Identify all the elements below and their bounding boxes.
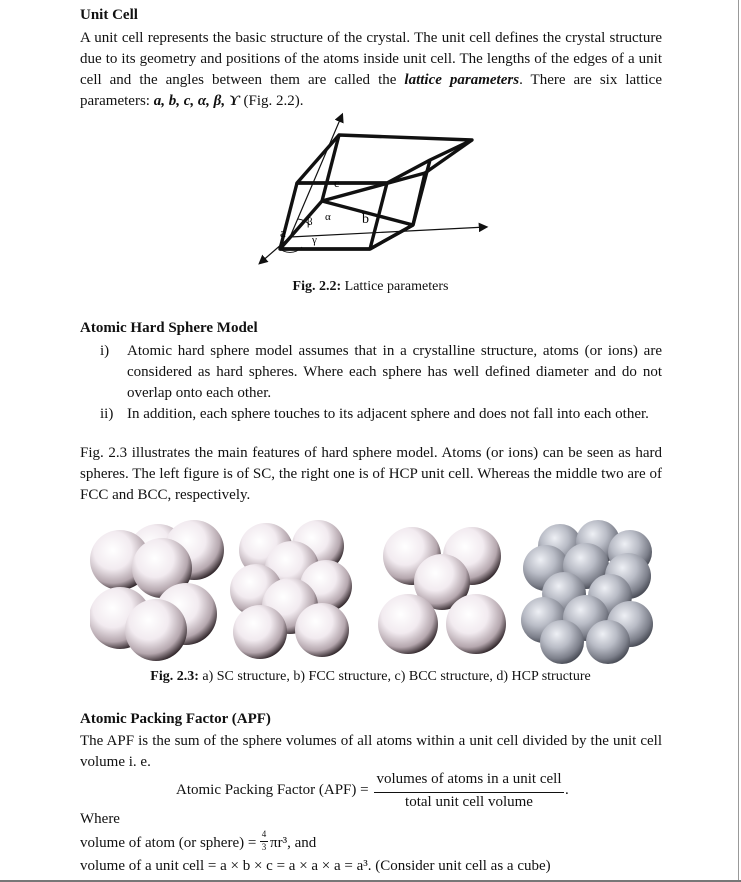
fcc-structure bbox=[230, 520, 352, 659]
item-line: overlap onto each other. bbox=[127, 385, 272, 401]
fraction-bar bbox=[374, 792, 564, 793]
sphere bbox=[378, 594, 438, 654]
apf-numerator: volumes of atoms in a unit cell bbox=[376, 771, 562, 787]
section-heading-hard-sphere: Atomic Hard Sphere Model bbox=[80, 320, 258, 336]
lattice-parameter-list: a, b, c, α, β, ϒ bbox=[153, 93, 240, 109]
small-fraction-denominator: 3 bbox=[261, 842, 267, 852]
label-b: b bbox=[362, 212, 369, 227]
crystal-structures-figure bbox=[90, 520, 662, 666]
fig-ref: (Fig. 2.2). bbox=[243, 93, 304, 109]
apf-equation-lhs: Atomic Packing Factor (APF) = bbox=[176, 782, 369, 798]
label-c: c bbox=[334, 176, 340, 190]
section-heading-unit-cell: Unit Cell bbox=[80, 7, 138, 23]
item-number: i) bbox=[100, 343, 110, 359]
apf-denominator: total unit cell volume bbox=[405, 794, 533, 810]
label-alpha: α bbox=[325, 211, 331, 223]
hard-sphere-item-2 bbox=[100, 404, 662, 425]
section-heading-apf: Atomic Packing Factor (APF) bbox=[80, 711, 271, 727]
hcp-structure bbox=[521, 520, 653, 664]
where-label: Where bbox=[80, 811, 120, 827]
apf-equation-end: . bbox=[565, 782, 569, 798]
fig22-caption-label: Fig. 2.2: bbox=[292, 279, 342, 294]
hard-sphere-item-1 bbox=[100, 341, 662, 404]
item-line: Atomic hard sphere model assumes that in a crystalline structure, atoms (or ions) are bbox=[127, 343, 662, 359]
fig23-caption-text: a) SC structure, b) FCC structure, c) BCC structure, d) HCP structure bbox=[202, 669, 591, 684]
item-text: In addition, each sphere touches to its adjacent sphere and does not fall into each other. bbox=[127, 406, 649, 422]
apf-paragraph: The APF is the sum of the sphere volumes of all atoms within a unit cell divided by the unit cell volume i. e. bbox=[80, 733, 662, 770]
fig23-caption bbox=[0, 669, 741, 685]
sphere bbox=[446, 594, 506, 654]
unit-cell-text-2: . There are six lattice parameters: bbox=[80, 72, 662, 109]
item-line: considered as hard spheres. Where each sphere has well defined diameter and do not bbox=[127, 364, 662, 380]
sphere bbox=[586, 620, 630, 664]
lattice-parameters-diagram bbox=[250, 105, 500, 275]
sc-structure bbox=[90, 520, 224, 661]
fig22-caption-text: Lattice parameters bbox=[344, 279, 449, 294]
axis-b bbox=[290, 227, 486, 237]
volume-atom-lhs: volume of atom (or sphere) = bbox=[80, 835, 257, 851]
volume-cell-line: volume of a unit cell = a × b × c = a × a × a = a³. (Consider unit cell as a cube) bbox=[80, 858, 551, 874]
unit-cell-paragraph bbox=[80, 28, 662, 112]
sphere bbox=[233, 605, 287, 659]
label-gamma: γ bbox=[312, 234, 317, 246]
page-edge bbox=[738, 0, 739, 882]
fig22-caption bbox=[0, 279, 741, 295]
label-beta: β bbox=[307, 216, 313, 228]
item-text bbox=[127, 341, 662, 404]
unit-cell-text-1: A unit cell represents the basic structure of the crystal. The unit cell defines the crystal structure due to its geometry and positions of the atoms inside unit cell. The lengths of the edges of a unit cell and the angles between them are called the bbox=[80, 30, 662, 88]
small-fraction-numerator: 4 bbox=[261, 829, 267, 839]
sphere bbox=[125, 599, 187, 661]
bcc-structure bbox=[378, 527, 506, 654]
fig23-caption-label: Fig. 2.3: bbox=[150, 669, 199, 684]
hard-sphere-paragraph: Fig. 2.3 illustrates the main features of hard sphere model. Atoms (or ions) can be seen as hard spheres. The left figure is of SC, the right one is of HCP unit cell. Whereas the middle two are of FCC and BCC, respectively. bbox=[80, 445, 662, 503]
sphere bbox=[295, 603, 349, 657]
sphere bbox=[540, 620, 584, 664]
term-lattice-parameters: lattice parameters bbox=[404, 72, 520, 88]
label-a: a bbox=[280, 225, 286, 240]
item-number: ii) bbox=[100, 406, 114, 422]
volume-atom-rhs: πr³, and bbox=[270, 835, 317, 851]
